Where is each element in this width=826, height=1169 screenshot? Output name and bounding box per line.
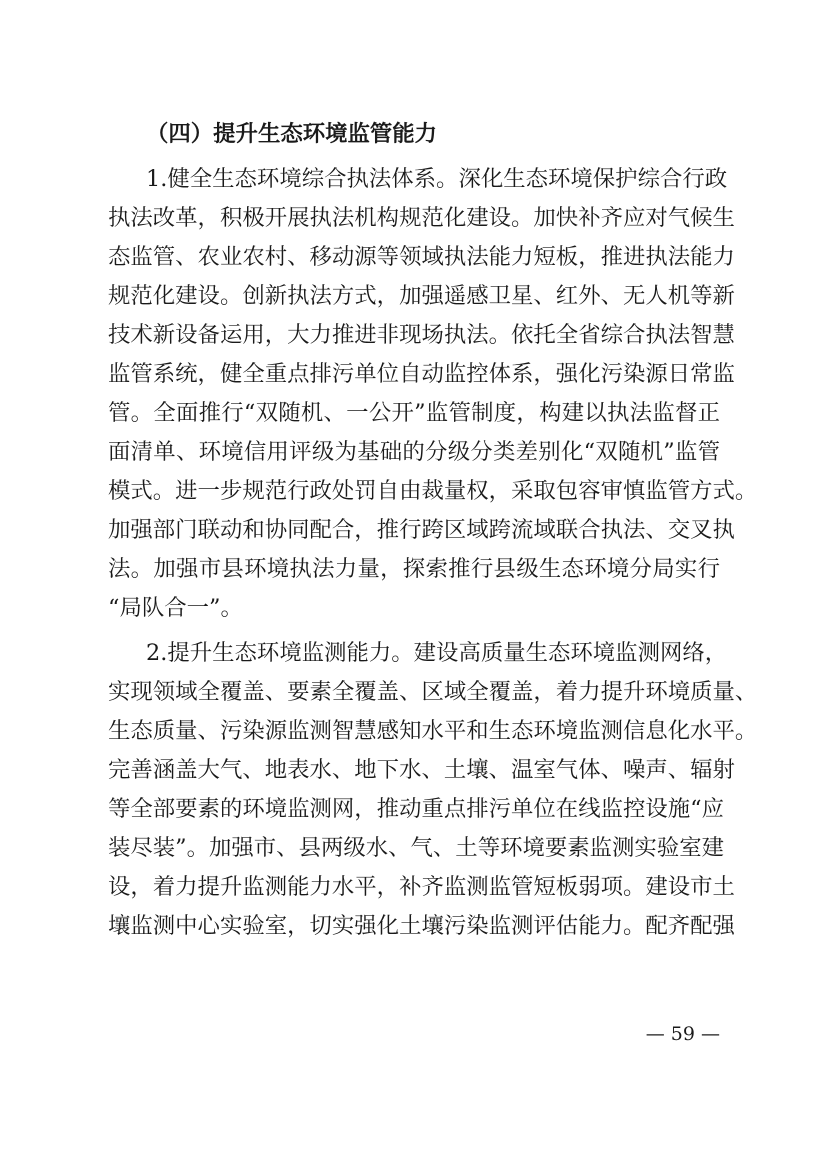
section-heading: （四）提升生态环境监管能力 — [146, 121, 438, 147]
paragraph-line: 技术新设备运用，大力推进非现场执法。依托全省综合执法智慧 — [108, 322, 735, 348]
paragraph-line: 法。加强市县环境执法力量，探索推行县级生态环境分局实行 — [108, 556, 720, 582]
paragraph-line: 监管系统，健全重点排污单位自动监控体系，强化污染源日常监 — [108, 361, 735, 387]
paragraph-line: 执法改革，积极开展执法机构规范化建设。加快补齐应对气候生 — [108, 205, 735, 231]
page-number: — 59 — — [645, 1023, 720, 1045]
paragraph-line: 等全部要素的环境监测网，推动重点排污单位在线监控设施“应 — [108, 796, 724, 822]
paragraph-line: 加强部门联动和协同配合，推行跨区域跨流域联合执法、交叉执 — [108, 517, 735, 543]
paragraph-line: 实现领域全覆盖、要素全覆盖、区域全覆盖，着力提升环境质量、 — [108, 679, 758, 705]
paragraph-line: 1.健全生态环境综合执法体系。深化生态环境保护综合行政 — [146, 166, 728, 192]
paragraph-line: 模式。进一步规范行政处罚自由裁量权，采取包容审慎监管方式。 — [108, 478, 758, 504]
paragraph-line: “局队合一”。 — [108, 595, 243, 621]
paragraph-line: 2.提升生态环境监测能力。建设高质量生态环境监测网络， — [146, 640, 728, 666]
paragraph-line: 面清单、环境信用评级为基础的分级分类差别化“双随机”监管 — [108, 439, 720, 465]
paragraph-line: 设，着力提升监测能力水平，补齐监测监管短板弱项。建设市土 — [108, 874, 735, 900]
paragraph-line: 装尽装”。加强市、县两级水、气、土等环境要素监测实验室建 — [108, 835, 724, 861]
paragraph-line: 完善涵盖大气、地表水、地下水、土壤、温室气体、噪声、辐射 — [108, 757, 735, 783]
paragraph-line: 态监管、农业农村、移动源等领域执法能力短板，推进执法能力 — [108, 244, 735, 270]
paragraph-line: 生态质量、污染源监测智慧感知水平和生态环境监测信息化水平。 — [108, 718, 758, 744]
paragraph-line: 规范化建设。创新执法方式，加强遥感卫星、红外、无人机等新 — [108, 283, 735, 309]
paragraph-line: 管。全面推行“双随机、一公开”监管制度，构建以执法监督正 — [108, 400, 720, 426]
paragraph-line: 壤监测中心实验室，切实强化土壤污染监测评估能力。配齐配强 — [108, 913, 735, 939]
